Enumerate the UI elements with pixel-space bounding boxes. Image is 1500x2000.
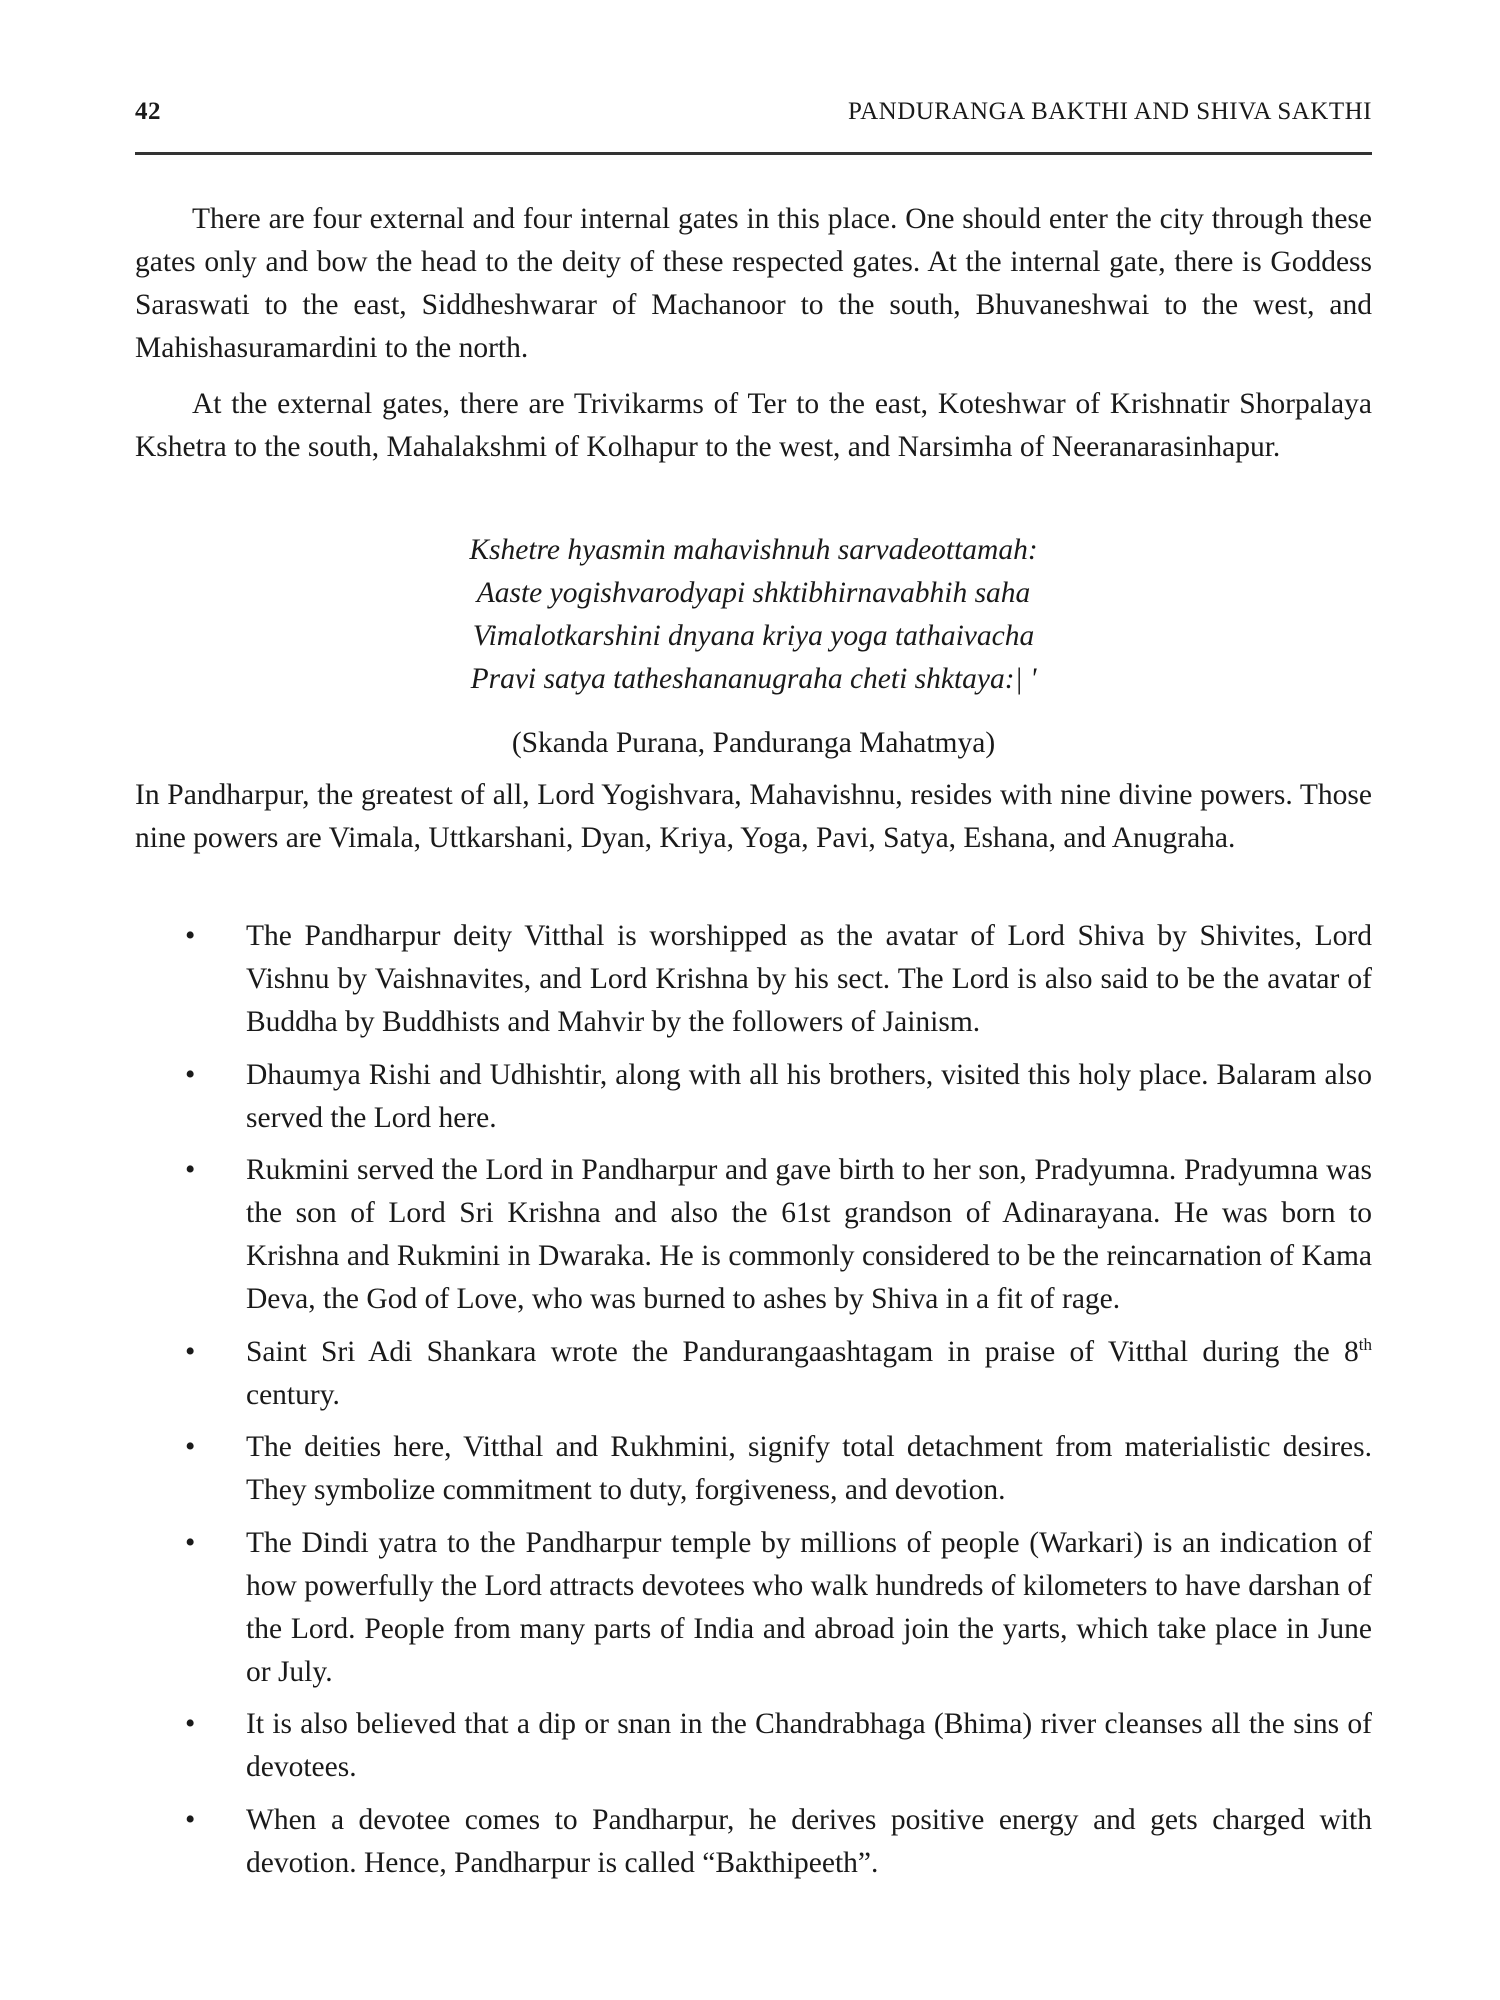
bullet-icon: • [185, 1526, 196, 1559]
list-item [135, 1703, 1372, 1789]
text-run: Saint Sri Adi Shankara wrote the Pandurangaashtagam in praise of Vitthal during the 8 [246, 1335, 1359, 1368]
bullet-icon: • [185, 1154, 196, 1186]
list-item-text: The deities here, Vitthal and Rukhmini, signify total detachment from materialistic desires. They symbolize commitment to duty, forgiveness, and devotion. [246, 1431, 1372, 1506]
running-title: PANDURANGA BAKTHI AND SHIVA SAKTHI [847, 98, 1372, 125]
paragraph-text: There are four external and four internal gates in this place. One should enter the city through these gates only and bow the head to the deity of these respected gates. At the internal gate, there is Goddess Saraswati to the east, Siddheshwarar of Machanoor to the south, Bhuvaneshwai to the west, and Mahishasuramardini to the north. [135, 203, 1372, 364]
paragraph-text: At the external gates, there are Trivikarms of Ter to the east, Koteshwar of Krishnatir Shorpalaya Kshetra to the south, Mahalakshmi of Kolhapur to the west, and Narsimha of Neeranarasinhapur. [135, 388, 1372, 463]
paragraph-text: In Pandharpur, the greatest of all, Lord Yogishvara, Mahavishnu, resides with nine divine powers. Those nine powers are Vimala, Uttkarshani, Dyan, Kriya, Yoga, Pavi, Satya, Eshana, and Anugraha. [135, 779, 1372, 854]
verse-line: Kshetre hyasmin mahavishnuh sarvadeottamah: [469, 534, 1038, 566]
list-item [135, 1799, 1372, 1885]
list-item-text: The Pandharpur deity Vitthal is worshipped as the avatar of Lord Shiva by Shivites, Lord Vishnu by Vaishnavites, and Lord Krishna by his sect. The Lord is also said to be the avatar of Buddha by Buddhists and Mahvir by the followers of Jainism. [246, 920, 1372, 1038]
list-item [135, 1149, 1372, 1321]
bullet-list [135, 915, 1372, 1894]
list-item-text [246, 1336, 1372, 1411]
bullet-icon: • [185, 920, 196, 952]
list-item-text: When a devotee comes to Pandharpur, he derives positive energy and gets charged with devotion. Hence, Pandharpur is called “Bakthipeeth”. [246, 1803, 1372, 1879]
verse-citation: (Skanda Purana, Panduranga Mahatmya) [511, 727, 996, 759]
verse-line: Aaste yogishvarodyapi shktibhirnavabhih saha [476, 577, 1031, 609]
verse-line: Vimalotkarshini dnyana kriya yoga tathaivacha [472, 620, 1035, 652]
bullet-icon: • [185, 1431, 196, 1463]
paragraph-external-gates [135, 383, 1372, 469]
list-item-text: It is also believed that a dip or snan in the Chandrabhaga (Bhima) river cleanses all the sins of devotees. [246, 1708, 1372, 1783]
bullet-icon: • [185, 1803, 196, 1836]
list-item-text: The Dindi yatra to the Pandharpur temple by millions of people (Warkari) is an indication of how powerfully the Lord attracts devotees who walk hundreds of kilometers to have darshan of the Lord. People from many parts of India and abroad join the yarts, which take place in June or July. [246, 1526, 1372, 1688]
list-item [135, 915, 1372, 1044]
bullet-icon: • [185, 1708, 196, 1740]
header-rule [135, 152, 1372, 155]
text-run: century. [246, 1378, 340, 1411]
paragraph-nine-powers [135, 774, 1372, 860]
list-item-text: Dhaumya Rishi and Udhishtir, along with all his brothers, visited this holy place. Balaram also served the Lord here. [246, 1058, 1372, 1134]
list-item [135, 1054, 1372, 1140]
list-item [135, 1331, 1372, 1417]
list-item [135, 1426, 1372, 1512]
paragraph-gates [135, 198, 1372, 370]
verse-block [135, 529, 1372, 701]
bullet-icon: • [185, 1335, 196, 1368]
list-item-text: Rukmini served the Lord in Pandharpur and gave birth to her son, Pradyumna. Pradyumna was the son of Lord Sri Krishna and also the 61st grandson of Adinarayana. He was born to Krishna and Rukmini in Dwaraka. He is commonly considered to be the reincarnation of Kama Deva, the God of Love, who was burned to ashes by Shiva in a fit of rage. [246, 1154, 1372, 1315]
verse-line: Pravi satya tatheshananugraha cheti shktaya:| ' [470, 663, 1037, 695]
superscript: th [1358, 1334, 1372, 1354]
page-number: 42 [135, 98, 161, 125]
list-item [135, 1522, 1372, 1694]
bullet-icon: • [185, 1058, 196, 1091]
